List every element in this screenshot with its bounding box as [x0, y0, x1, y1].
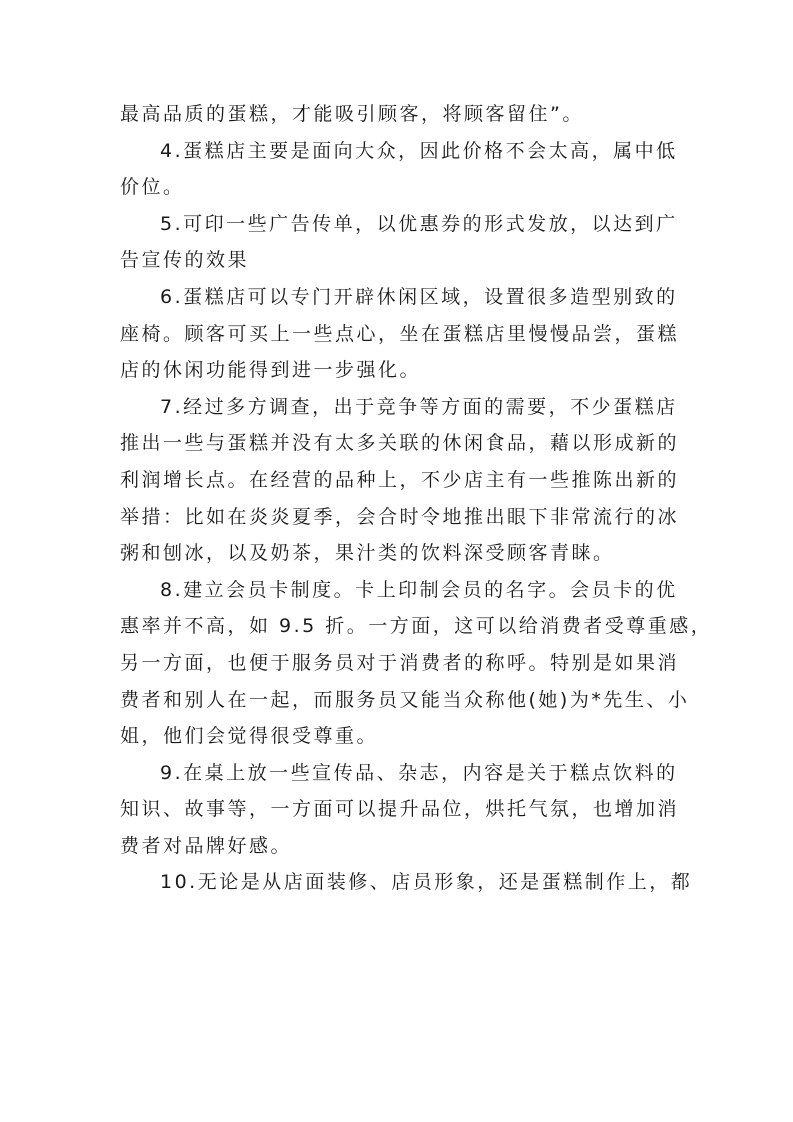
text-line: 利润增长点。在经营的品种上，不少店主有一些推陈出新的: [120, 468, 680, 491]
text-line: 4.蛋糕店主要是面向大众，因此价格不会太高，属中低: [160, 139, 678, 162]
paragraph-item-7: [120, 389, 680, 572]
paragraph-continuation: [120, 96, 673, 133]
text-line: 另一方面，也便于服务员对于消费者的称呼。特别是如果消: [120, 651, 680, 674]
text-line: 费者和别人在一起，而服务员又能当众称他(她)为*先生、小: [120, 688, 690, 711]
text-line: 推出一些与蛋糕并没有太多关联的休闲食品，藉以形成新的: [120, 432, 680, 455]
paragraph-item-10: [120, 864, 693, 901]
text-line: 8.建立会员卡制度。卡上印制会员的名字。会员卡的优: [160, 578, 678, 601]
text-line: 店的休闲功能得到进一步强化。: [120, 359, 422, 382]
paragraph-item-5: [120, 206, 678, 279]
paragraph-item-6: [120, 279, 680, 389]
document-body: [120, 96, 713, 901]
text-line: 费者对品牌好感。: [120, 834, 293, 857]
text-line: 6.蛋糕店可以专门开辟休闲区域，设置很多造型别致的: [160, 285, 678, 308]
text-line: 知识、故事等，一方面可以提升品位，烘托气氛，也增加消: [120, 798, 680, 821]
text-line: 价位。: [120, 176, 185, 199]
text-line: 最高品质的蛋糕，才能吸引顾客，将顾客留住”。: [120, 103, 584, 125]
text-line: 10.无论是从店面装修、店员形象，还是蛋糕制作上，都: [160, 871, 693, 894]
text-line: 5.可印一些广告传单，以优惠券的形式发放，以达到广: [160, 212, 678, 235]
text-line: 粥和刨冰，以及奶茶，果汁类的饮料深受顾客青睐。: [120, 542, 615, 565]
text-line: 7.经过多方调查，出于竞争等方面的需要，不少蛋糕店: [160, 395, 678, 418]
text-line: 惠率并不高，如 9.5 折。一方面，这可以给消费者受尊重感，: [120, 615, 713, 638]
text-line: 告宣传的效果: [120, 249, 250, 272]
paragraph-item-4: [120, 133, 678, 206]
text-line: 座椅。顾客可买上一些点心，坐在蛋糕店里慢慢品尝，蛋糕: [120, 322, 680, 345]
paragraph-item-8: [120, 572, 713, 755]
text-line: 举措：比如在炎炎夏季，会合时令地推出眼下非常流行的冰: [120, 505, 680, 528]
paragraph-item-9: [120, 755, 680, 865]
text-line: 9.在桌上放一些宣传品、杂志，内容是关于糕点饮料的: [160, 761, 678, 784]
text-line: 姐，他们会觉得很受尊重。: [120, 725, 379, 748]
